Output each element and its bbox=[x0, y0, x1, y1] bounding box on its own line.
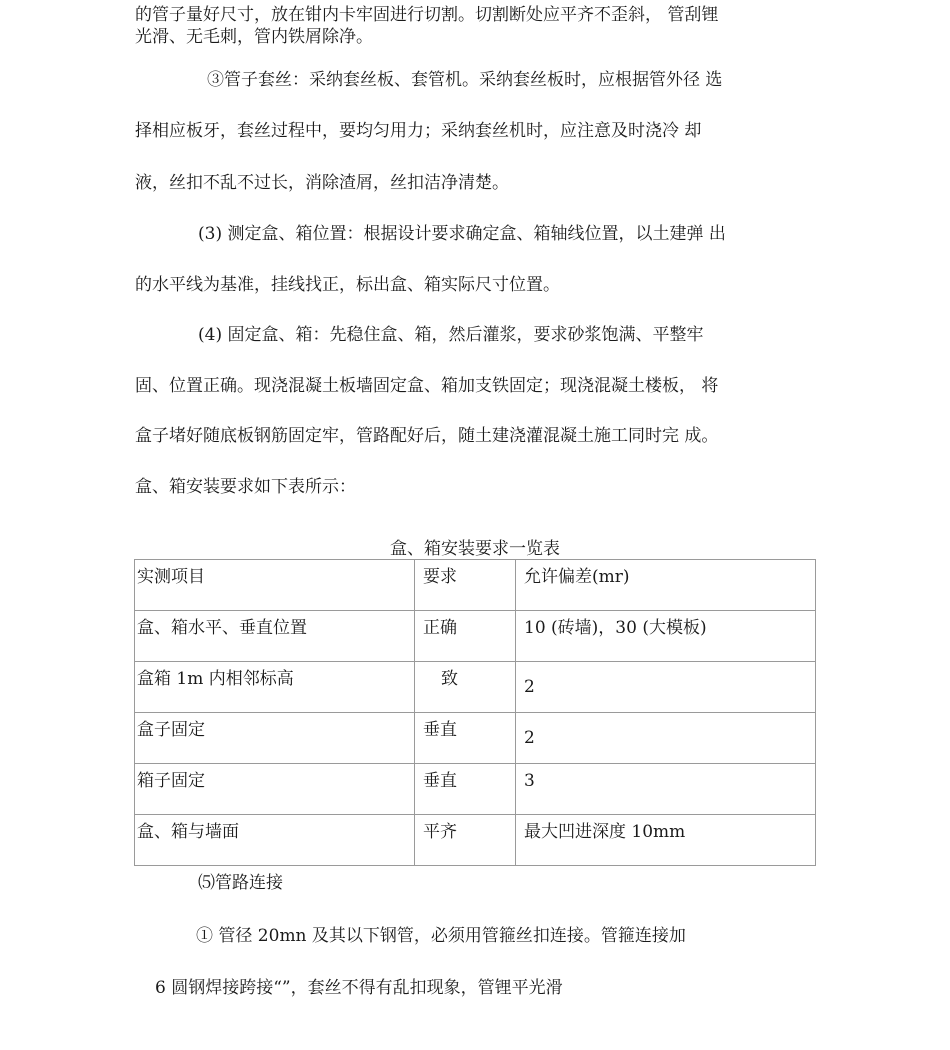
table-row bbox=[135, 662, 816, 713]
table-cell-text: 2 bbox=[524, 677, 535, 697]
paragraph-line: 择相应板牙，套丝过程中，要均匀用力；采纳套丝机时，应注意及时浇冷 却 bbox=[135, 121, 702, 141]
paragraph-line: 的管子量好尺寸，放在钳内卡牢固进行切割。切割断处应平齐不歪斜， 管刮锂 bbox=[135, 5, 719, 25]
table-cell: 平齐 bbox=[415, 815, 516, 866]
paragraph-line: 6 圆钢焊接跨接“”，套丝不得有乱扣现象，管锂平光滑 bbox=[155, 978, 563, 998]
table-cell: 盒、箱与墙面 bbox=[135, 815, 415, 866]
paragraph-line: 固、位置正确。现浇混凝土板墙固定盒、箱加支铁固定；现浇混凝土楼板， 将 bbox=[135, 376, 719, 396]
table-header-row bbox=[135, 560, 816, 611]
table-row bbox=[135, 611, 816, 662]
table-cell: 盒、箱水平、垂直位置 bbox=[135, 611, 415, 662]
paragraph-line: 的水平线为基准，挂线找正，标出盒、箱实际尺寸位置。 bbox=[135, 275, 560, 295]
table-cell: 3 bbox=[516, 764, 816, 815]
table-cell-text: 致 bbox=[441, 669, 458, 689]
paragraph-line: (3) 测定盒、箱位置：根据设计要求确定盒、箱轴线位置，以土建弹 出 bbox=[198, 224, 726, 244]
table-cell: 垂直 bbox=[415, 713, 516, 764]
paragraph-line: ③管子套丝：采纳套丝板、套管机。采纳套丝板时，应根据管外径 选 bbox=[207, 70, 723, 90]
paragraph-line: ① 管径 20mn 及其以下钢管，必须用管箍丝扣连接。管箍连接加 bbox=[196, 926, 686, 946]
table-row bbox=[135, 764, 816, 815]
table-cell bbox=[516, 713, 816, 764]
paragraph-line: 液，丝扣不乱不过长，消除渣屑，丝扣洁净清楚。 bbox=[135, 173, 509, 193]
table-caption: 盒、箱安装要求一览表 bbox=[390, 539, 560, 559]
table-cell: 盒子固定 bbox=[135, 713, 415, 764]
paragraph-line: 盒、箱安装要求如下表所示： bbox=[135, 477, 356, 497]
table-cell: 盒箱 1m 内相邻标高 bbox=[135, 662, 415, 713]
requirements-table bbox=[134, 559, 816, 866]
paragraph-line: 光滑、无毛刺，管内铁屑除净。 bbox=[135, 27, 373, 47]
section-heading: ⑸管路连接 bbox=[198, 873, 283, 893]
paragraph-line: (4) 固定盒、箱：先稳住盒、箱，然后灌浆，要求砂浆饱满、平整牢 bbox=[198, 325, 704, 345]
table-cell: 10 (砖墙)，30 (大模板) bbox=[516, 611, 816, 662]
table-cell: 箱子固定 bbox=[135, 764, 415, 815]
table-cell: 最大凹进深度 10mm bbox=[516, 815, 816, 866]
paragraph-line: 盒子堵好随底板钢筋固定牢，管路配好后，随土建浇灌混凝土施工同时完 成。 bbox=[135, 426, 719, 446]
table-row bbox=[135, 713, 816, 764]
table-cell: 正确 bbox=[415, 611, 516, 662]
table-header-cell: 实测项目 bbox=[135, 560, 415, 611]
table-cell bbox=[516, 662, 816, 713]
table-cell-text: 2 bbox=[524, 728, 535, 748]
table-cell bbox=[415, 662, 516, 713]
table-header-cell: 要求 bbox=[415, 560, 516, 611]
table-cell: 垂直 bbox=[415, 764, 516, 815]
table-row bbox=[135, 815, 816, 866]
table-header-cell: 允许偏差(mr) bbox=[516, 560, 816, 611]
